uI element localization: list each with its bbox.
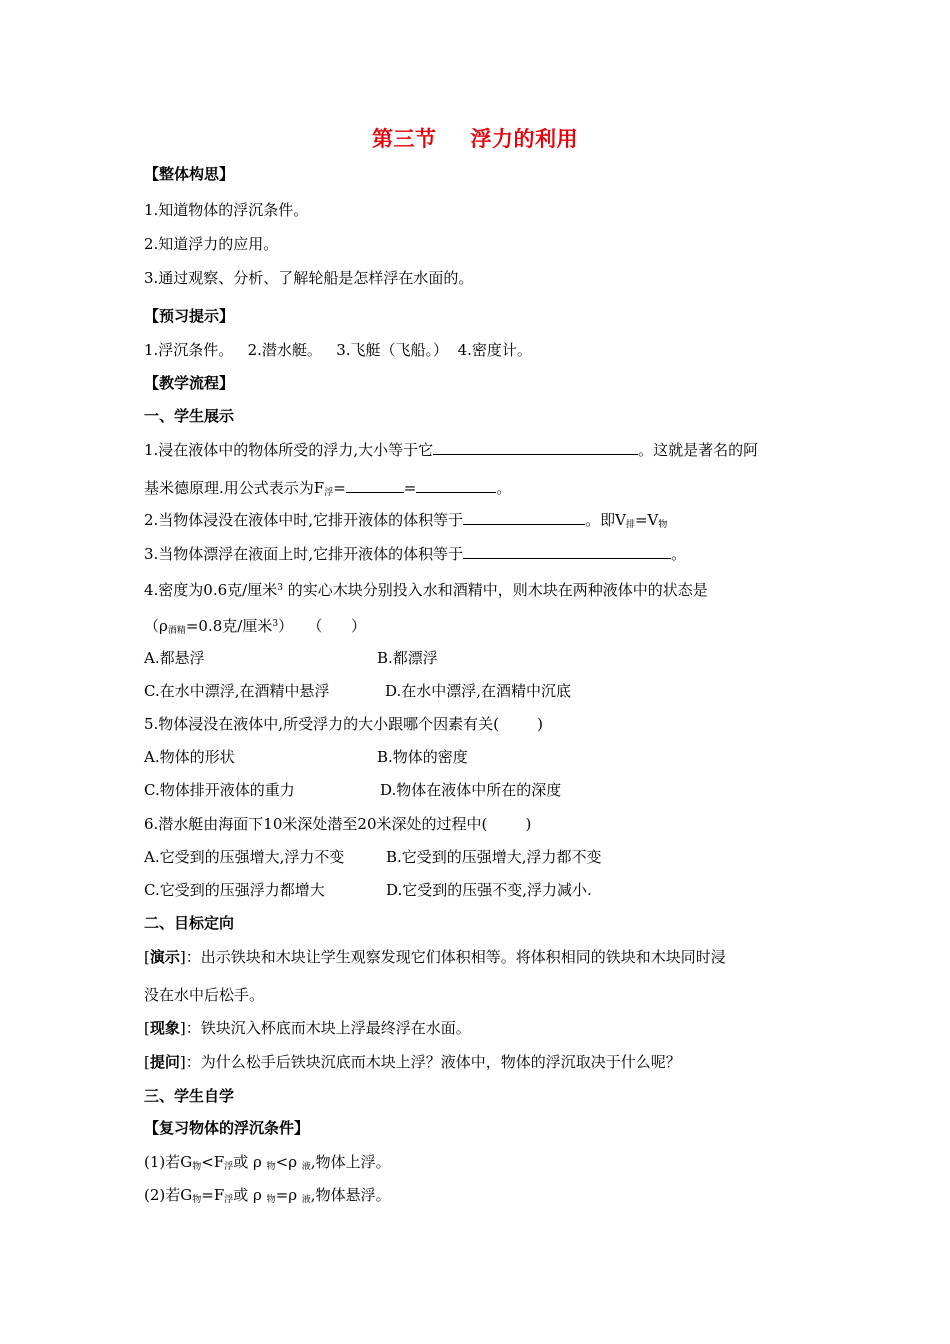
answer-blank [463, 510, 585, 525]
condition-1: (1)若$G_物<F_浮$或 ρ $_物$<ρ $_液$,物体上浮。 [144, 1153, 391, 1172]
overall-item-2: 2.知道浮力的应用。 [144, 235, 279, 253]
heading-flow: 【教学流程】 [144, 374, 235, 392]
answer-blank [463, 544, 671, 559]
question-4-option-a: A.都悬浮 [144, 649, 205, 667]
question-4-line-1: 4.密度为0.6克/厘米$^3$ 的实心木块分别投入水和酒精中，则木块在两种液体中的状态是 [144, 581, 708, 599]
question-1-line-1: 1.浸在液体中的物体所受的浮力,大小等于它 。这就是著名的阿 [144, 441, 759, 459]
demo-line-1: [演示]：出示铁块和木块让学生观察发现它们体积相等。将体积相同的铁块和木块同时浸 [144, 948, 726, 966]
question-4-option-c: C.在水中漂浮,在酒精中悬浮 [144, 682, 330, 700]
part3-title: 三、学生自学 [144, 1087, 235, 1105]
question-2: 2.当物体浸没在液体中时,它排开液体的体积等于 。即$V_排=V_物$ [144, 511, 668, 530]
question-5-option-b: B.物体的密度 [377, 748, 468, 766]
question-6-option-d: D.它受到的压强不变,浮力减小. [386, 881, 592, 899]
phenomenon-label: 现象 [149, 1019, 180, 1037]
heading-overall: 【整体构思】 [144, 165, 235, 183]
question-5: 5.物体浸没在液体中,所受浮力的大小跟哪个因素有关( ) [144, 715, 543, 733]
question-4-line-2: （$\rho_{酒精}=0.8$克/厘米$^3$） （ ） [144, 617, 366, 636]
answer-blank [433, 440, 638, 455]
title-section-number: 第三节 [372, 127, 437, 151]
heading-review: 【复习物体的浮沉条件】 [144, 1119, 310, 1137]
question-3: 3.当物体漂浮在液面上时,它排开液体的体积等于 。 [144, 545, 687, 563]
question-5-option-d: D.物体在液体中所在的深度 [380, 781, 562, 799]
question-6-option-c: C.它受到的压强浮力都增大 [144, 881, 325, 899]
page-title [0, 123, 950, 153]
title-topic: 浮力的利用 [470, 127, 578, 151]
phenomenon: [现象]：铁块沉入杯底而木块上浮最终浮在水面。 [144, 1019, 471, 1037]
part2-title: 二、目标定向 [144, 914, 235, 932]
part1-title: 一、学生展示 [144, 407, 235, 425]
question-6-option-a: A.它受到的压强增大,浮力不变 [144, 848, 345, 866]
question-1-line-2: 基米德原理.用公式表示为$F_浮=$ = 。 [144, 479, 512, 498]
answer-blank [416, 478, 496, 493]
question-5-option-c: C.物体排开液体的重力 [144, 781, 295, 799]
answer-blank [346, 478, 404, 493]
overall-item-3: 3.通过观察、分析、了解轮船是怎样浮在水面的。 [144, 269, 474, 287]
condition-2: (2)若$G_物=F_浮$或 ρ $_物$=ρ $_液$,物体悬浮。 [144, 1186, 391, 1205]
demo-label: 演示 [149, 948, 180, 966]
question-6-option-b: B.它受到的压强增大,浮力都不变 [386, 848, 602, 866]
heading-preview: 【预习提示】 [144, 307, 235, 325]
ask-label: 提问 [149, 1053, 180, 1071]
question-4-option-d: D.在水中漂浮,在酒精中沉底 [385, 682, 572, 700]
preview-text: 1.浮沉条件。 2.潜水艇。 3.飞艇（飞船。） 4.密度计。 [144, 341, 532, 359]
question-4-option-b: B.都漂浮 [377, 649, 438, 667]
demo-line-2: 没在水中后松手。 [144, 986, 265, 1004]
question-ask: [提问]：为什么松手后铁块沉底而木块上浮？液体中，物体的浮沉取决于什么呢？ [144, 1053, 681, 1071]
question-6: 6.潜水艇由海面下10米深处潜至20米深处的过程中( ) [144, 815, 532, 833]
question-5-option-a: A.物体的形状 [144, 748, 235, 766]
overall-item-1: 1.知道物体的浮沉条件。 [144, 201, 309, 219]
